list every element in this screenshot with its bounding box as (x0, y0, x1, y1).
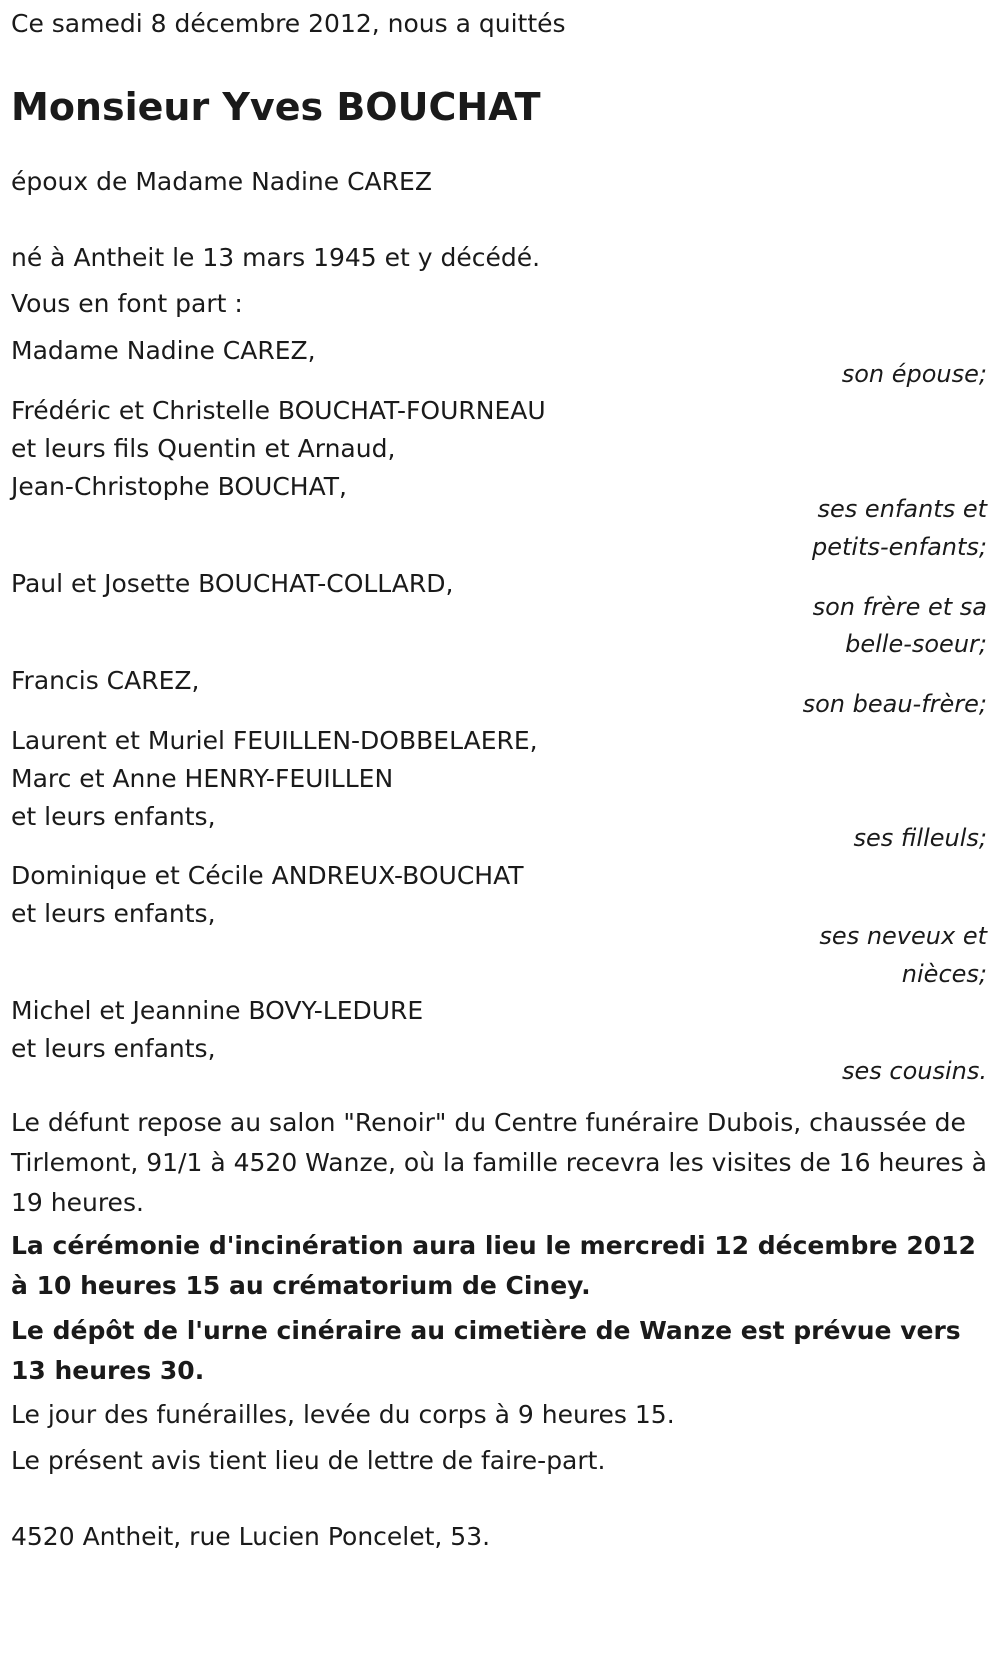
ceremony-paragraph: La cérémonie d'incinération aura lieu le mercredi 12 décembre 2012 à 10 heures 15 au crématorium de Ciney. (11, 1231, 976, 1300)
relation-label: petits-enfants; (812, 533, 987, 561)
family-name-line: Michel et Jeannine BOVY-LEDURE (11, 996, 424, 1025)
notice-line: Le présent avis tient lieu de lettre de faire-part. (11, 1446, 606, 1475)
relation-label: ses filleuls; (853, 824, 987, 852)
relation-label: ses cousins. (841, 1057, 987, 1085)
family-name-line: et leurs enfants, (11, 1034, 216, 1063)
family-name-line: Dominique et Cécile ANDREUX-BOUCHAT (11, 861, 524, 890)
family-name-line: Marc et Anne HENRY-FEUILLEN (11, 764, 394, 793)
deceased-name: Monsieur Yves BOUCHAT (11, 85, 541, 129)
birth-line: né à Antheit le 13 mars 1945 et y décédé. (11, 243, 541, 272)
relation-label: ses enfants et (817, 495, 987, 523)
spouse-line: époux de Madame Nadine CAREZ (11, 167, 432, 196)
family-name-line: et leurs enfants, (11, 802, 216, 831)
family-name-line: Laurent et Muriel FEUILLEN-DOBBELAERE, (11, 726, 538, 755)
relation-label: ses neveux et (819, 922, 987, 950)
family-name-line: Madame Nadine CAREZ, (11, 336, 316, 365)
family-name-line: Francis CAREZ, (11, 666, 200, 695)
repose-paragraph: Le défunt repose au salon "Renoir" du Centre funéraire Dubois, chaussée de Tirlemont, 91/1 à 4520 Wanze, où la famille recevra les visites de 16 heures à 19 heures. (11, 1108, 987, 1217)
family-name-line: Paul et Josette BOUCHAT-COLLARD, (11, 569, 454, 598)
family-name-line: et leurs fils Quentin et Arnaud, (11, 434, 396, 463)
funeral-day-line: Le jour des funérailles, levée du corps à 9 heures 15. (11, 1400, 675, 1429)
address-line: 4520 Antheit, rue Lucien Poncelet, 53. (11, 1522, 491, 1551)
relation-label: son frère et sa (812, 593, 987, 621)
family-name-line: et leurs enfants, (11, 899, 216, 928)
relation-label: son épouse; (841, 360, 987, 388)
family-name-line: Frédéric et Christelle BOUCHAT-FOURNEAU (11, 396, 546, 425)
relation-label: nièces; (901, 960, 987, 988)
urn-paragraph: Le dépôt de l'urne cinéraire au cimetière de Wanze est prévue vers 13 heures 30. (11, 1316, 961, 1385)
relation-label: belle-soeur; (845, 630, 987, 658)
announce-line: Vous en font part : (11, 289, 243, 318)
intro-line: Ce samedi 8 décembre 2012, nous a quittés (11, 9, 566, 38)
family-name-line: Jean-Christophe BOUCHAT, (11, 472, 347, 501)
relation-label: son beau-frère; (802, 690, 987, 718)
